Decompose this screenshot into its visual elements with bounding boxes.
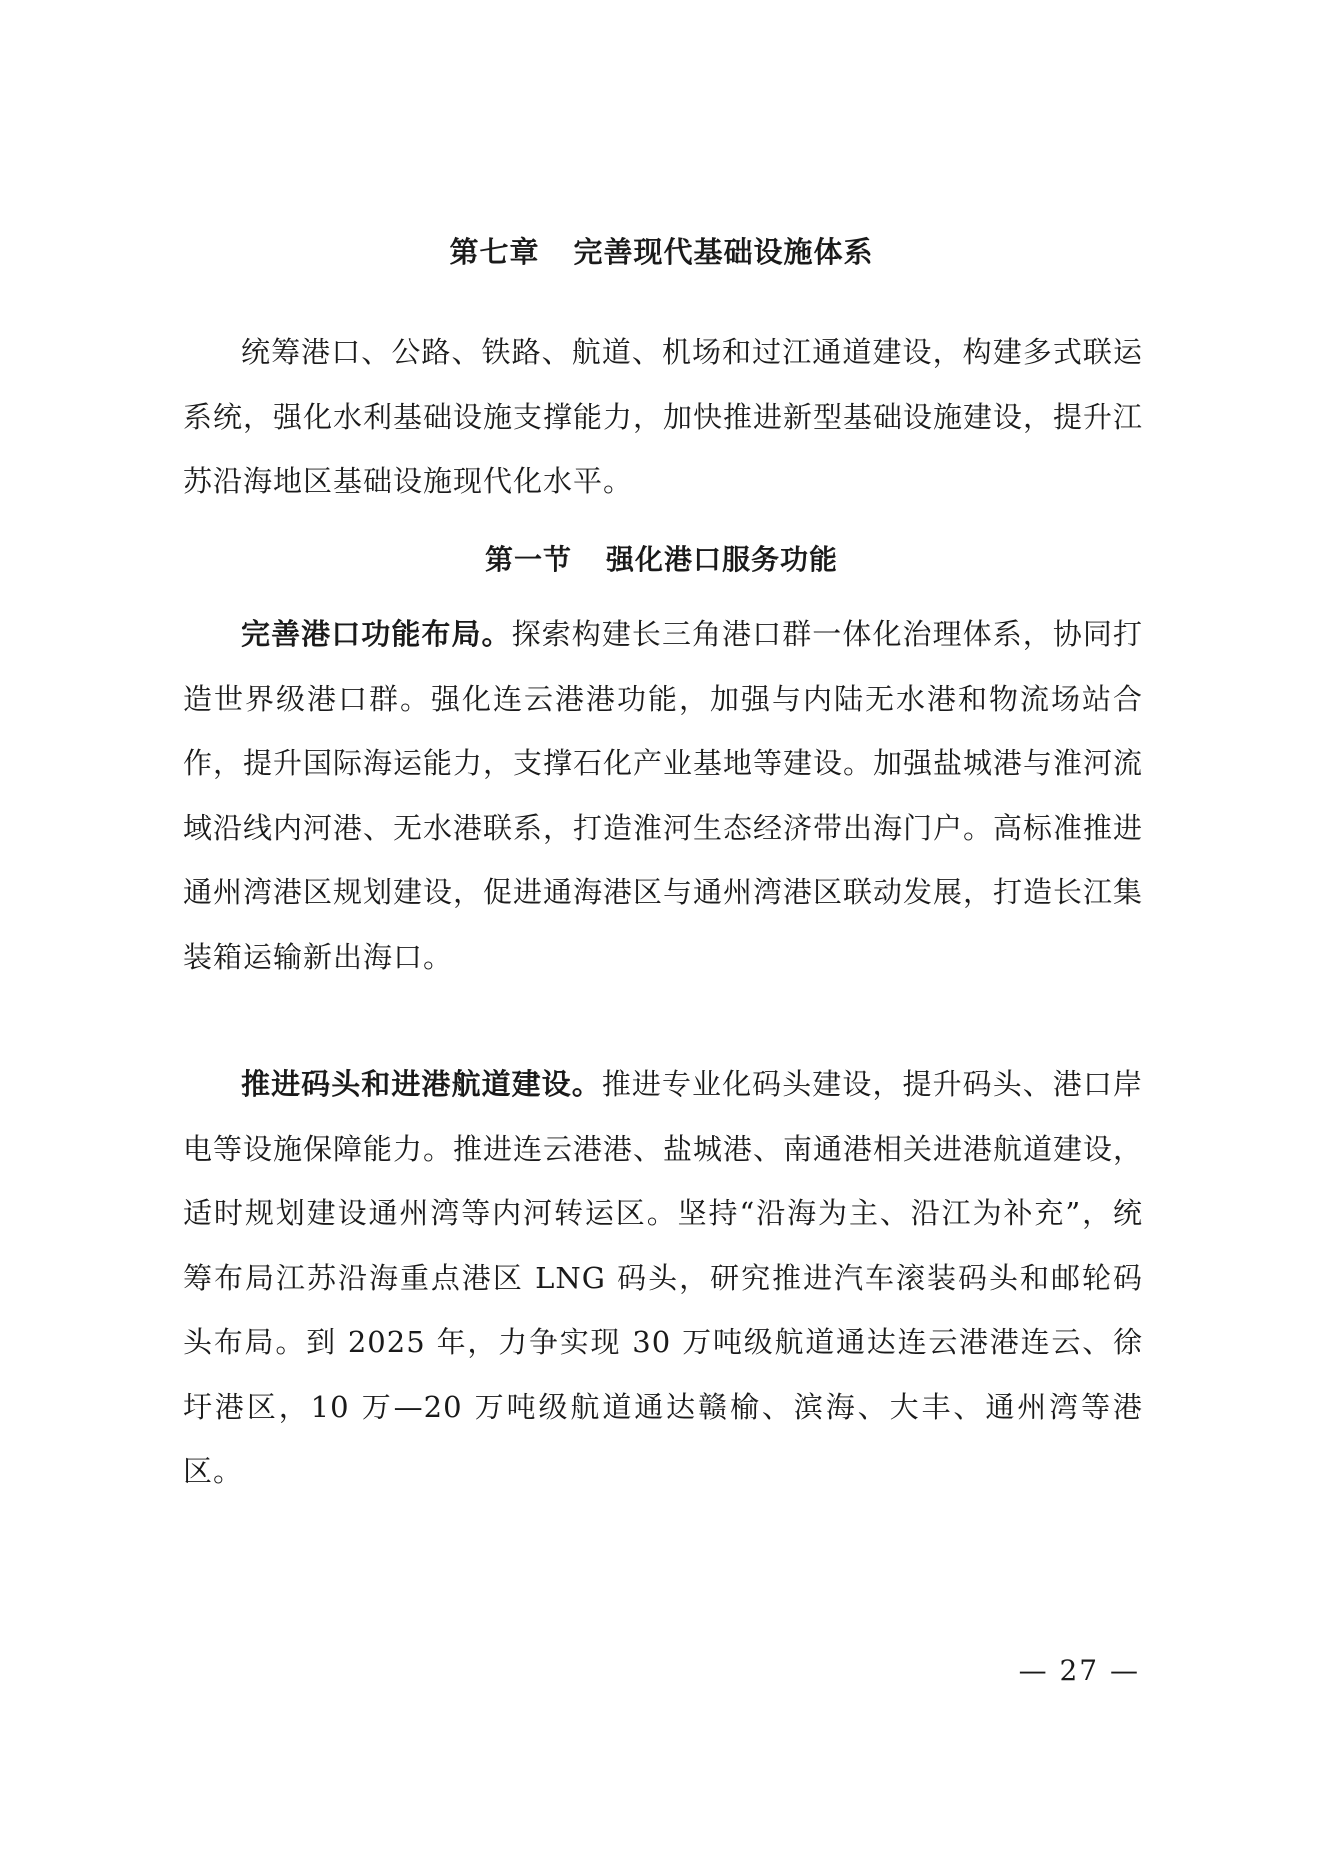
section-number: 第一节 xyxy=(484,543,572,576)
section-title xyxy=(0,536,1323,584)
paragraph-lead: 推进码头和进港航道建设。 xyxy=(241,1067,602,1101)
chapter-title xyxy=(0,228,1323,276)
paragraph-body: 推进专业化码头建设，提升码头、港口岸电等设施保障能力。推进连云港港、盐城港、南通港相关进港航道建设，适时规划建设通州湾等内河转运区。坚持“沿海为主、沿江为补充”，统筹布局江苏沿海重点港区 LNG 码头，研究推进汽车滚装码头和邮轮码头布局。到 2025 年，力争实现 30 万吨级航道通达连云港港连云、徐圩港区，10 万—20 万吨级航道通达赣榆、滨海、大丰、通州湾等港区。 xyxy=(183,1067,1144,1488)
page-number: — 27 — xyxy=(1018,1654,1140,1687)
intro-paragraph: 统筹港口、公路、铁路、航道、机场和过江通道建设，构建多式联运系统，强化水利基础设施支撑能力，加快推进新型基础设施建设，提升江苏沿海地区基础设施现代化水平。 xyxy=(183,335,1144,498)
body-paragraph xyxy=(183,1052,1143,1504)
body-paragraph xyxy=(183,602,1143,989)
section-name: 强化港口服务功能 xyxy=(606,543,839,576)
paragraph-body: 探索构建长三角港口群一体化治理体系，协同打造世界级港口群。强化连云港港功能，加强与内陆无水港和物流场站合作，提升国际海运能力，支撑石化产业基地等建设。加强盐城港与淮河流域沿线内河港、无水港联系，打造淮河生态经济带出海门户。高标准推进通州湾港区规划建设，促进通海港区与通州湾港区联动发展，打造长江集装箱运输新出海口。 xyxy=(183,617,1144,974)
paragraph-lead: 完善港口功能布局。 xyxy=(241,617,512,651)
chapter-number: 第七章 xyxy=(449,235,540,269)
chapter-name: 完善现代基础设施体系 xyxy=(573,235,874,269)
